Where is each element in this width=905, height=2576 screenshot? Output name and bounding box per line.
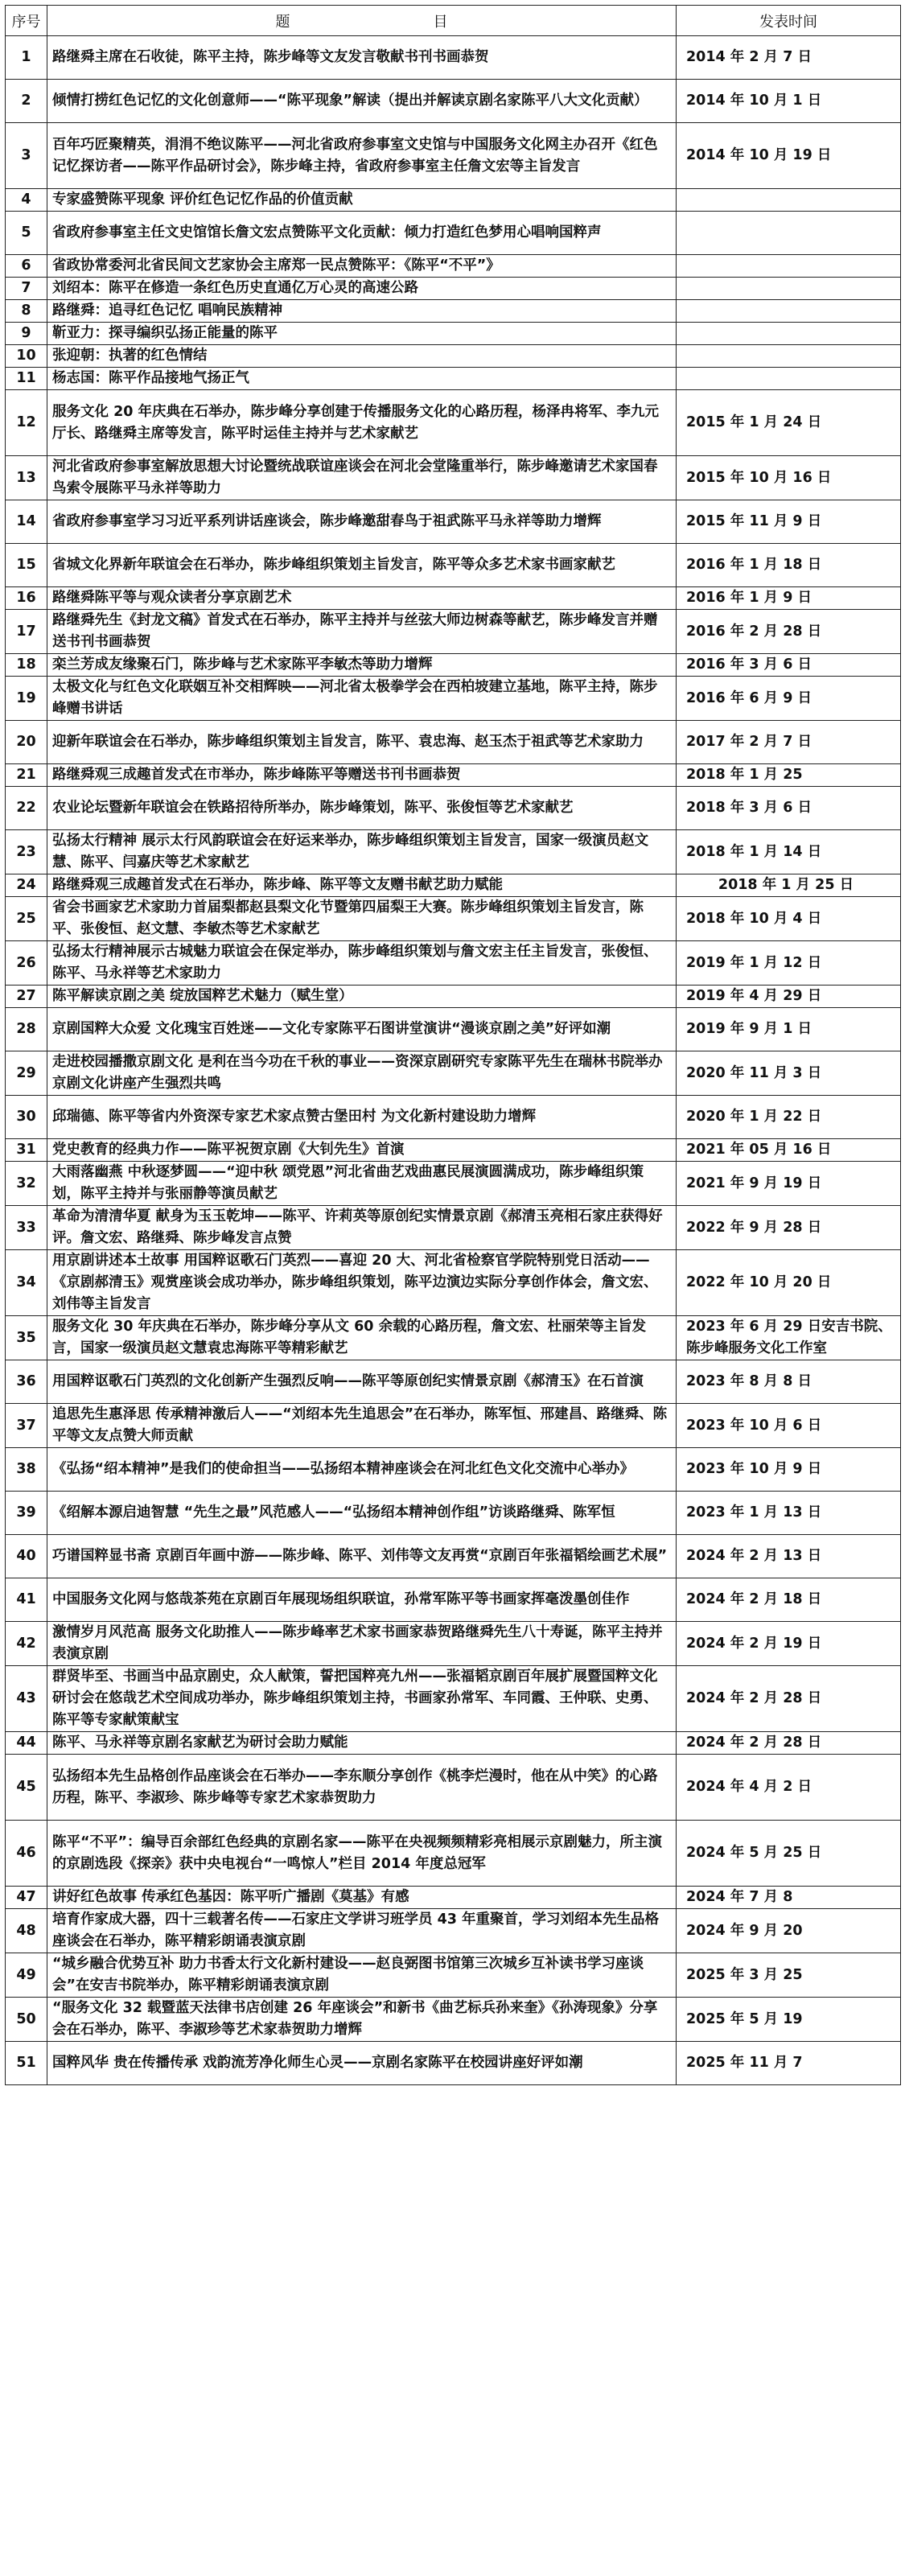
row-title: 路继舜先生《封龙文稿》首发式在石举办，陈平主持并与丝弦大师边树森等献艺，陈步峰发言并赠送书刊书画恭贺 bbox=[47, 610, 677, 654]
row-date: 2024 年 2 月 13 日 bbox=[677, 1535, 901, 1578]
row-date bbox=[677, 278, 901, 300]
table-row bbox=[6, 1578, 901, 1622]
row-title: 路继舜：追寻红色记忆 唱响民族精神 bbox=[47, 300, 677, 323]
row-number: 25 bbox=[6, 897, 47, 941]
row-date bbox=[677, 255, 901, 278]
row-title: 走进校园播撒京剧文化 是利在当今功在千秋的事业——资深京剧研究专家陈平先生在瑞林书院举办京剧文化讲座产生强烈共鸣 bbox=[47, 1051, 677, 1096]
row-date bbox=[677, 300, 901, 323]
table-row bbox=[6, 544, 901, 587]
row-number: 35 bbox=[6, 1316, 47, 1360]
row-title: 弘扬太行精神展示古城魅力联谊会在保定举办，陈步峰组织策划与詹文宏主任主旨发言，张俊恒、陈平、马永祥等艺术家助力 bbox=[47, 941, 677, 986]
row-number: 20 bbox=[6, 721, 47, 764]
table-row bbox=[6, 189, 901, 212]
row-date: 2023 年 6 月 29 日安吉书院、陈步峰服务文化工作室 bbox=[677, 1316, 901, 1360]
row-number: 48 bbox=[6, 1909, 47, 1953]
row-title: 巧谱国粹显书斋 京剧百年画中游——陈步峰、陈平、刘伟等文友再赏“京剧百年张福韬绘画艺术展” bbox=[47, 1535, 677, 1578]
row-title: 专家盛赞陈平现象 评价红色记忆作品的价值贡献 bbox=[47, 189, 677, 212]
row-title: 邱瑞德、陈平等省内外资深专家艺术家点赞古堡田村 为文化新村建设助力增辉 bbox=[47, 1096, 677, 1139]
row-number: 29 bbox=[6, 1051, 47, 1096]
row-date: 2014 年 10 月 19 日 bbox=[677, 123, 901, 189]
row-number: 24 bbox=[6, 874, 47, 897]
row-title: 太极文化与红色文化联姻互补交相辉映——河北省太极拳学会在西柏坡建立基地，陈平主持，陈步峰赠书讲话 bbox=[47, 677, 677, 721]
row-number: 49 bbox=[6, 1953, 47, 1998]
table-body bbox=[6, 36, 901, 2085]
table-header-row bbox=[6, 6, 901, 36]
row-date: 2017 年 2 月 7 日 bbox=[677, 721, 901, 764]
row-number: 42 bbox=[6, 1622, 47, 1666]
row-title: 靳亚力：探寻编织弘扬正能量的陈平 bbox=[47, 323, 677, 345]
row-number: 30 bbox=[6, 1096, 47, 1139]
row-title: 路继舜陈平等与观众读者分享京剧艺术 bbox=[47, 587, 677, 610]
row-title: 农业论坛暨新年联谊会在铁路招待所举办，陈步峰策划，陈平、张俊恒等艺术家献艺 bbox=[47, 787, 677, 830]
row-date: 2019 年 1 月 12 日 bbox=[677, 941, 901, 986]
table-row bbox=[6, 345, 901, 368]
table-row bbox=[6, 764, 901, 787]
row-date: 2020 年 11 月 3 日 bbox=[677, 1051, 901, 1096]
row-number: 7 bbox=[6, 278, 47, 300]
row-date bbox=[677, 368, 901, 390]
row-title: 讲好红色故事 传承红色基因：陈平听广播剧《莫基》有感 bbox=[47, 1887, 677, 1909]
row-number: 23 bbox=[6, 830, 47, 874]
row-date: 2022 年 9 月 28 日 bbox=[677, 1206, 901, 1250]
row-number: 41 bbox=[6, 1578, 47, 1622]
row-number: 32 bbox=[6, 1162, 47, 1206]
row-title: “服务文化 32 载暨蓝天法律书店创建 26 年座谈会”和新书《曲艺标兵孙来奎》《孙涛现象》分享会在石举办，陈平、李淑珍等艺术家恭贺助力增辉 bbox=[47, 1998, 677, 2042]
table-row bbox=[6, 123, 901, 189]
table-row bbox=[6, 1051, 901, 1096]
row-date: 2016 年 3 月 6 日 bbox=[677, 654, 901, 677]
row-title: 京剧国粹大众爱 文化瑰宝百姓迷——文化专家陈平石图讲堂演讲“漫谈京剧之美”好评如潮 bbox=[47, 1008, 677, 1051]
row-date: 2024 年 7 月 8 bbox=[677, 1887, 901, 1909]
row-number: 18 bbox=[6, 654, 47, 677]
row-title: 省政府参事室学习习近平系列讲话座谈会，陈步峰邀甜春鸟于祖武陈平马永祥等助力增辉 bbox=[47, 500, 677, 544]
table-row bbox=[6, 1887, 901, 1909]
row-number: 39 bbox=[6, 1492, 47, 1535]
row-title: 张迎朝：执著的红色情结 bbox=[47, 345, 677, 368]
row-title: 党史教育的经典力作——陈平祝贺京剧《大钊先生》首演 bbox=[47, 1139, 677, 1162]
row-title: 服务文化 20 年庆典在石举办，陈步峰分享创建于传播服务文化的心路历程，杨泽冉将军、李九元厅长、路继舜主席等发言，陈平时运佳主持并与艺术家献艺 bbox=[47, 390, 677, 456]
row-title: 群贤毕至、书画当中品京剧史，众人献策，誓把国粹亮九州——张福韬京剧百年展扩展暨国粹文化研讨会在悠哉艺术空间成功举办，陈步峰组织策划主持，书画家孙常军、车同霞、王仲联、史勇、陈平等专家献策献宝 bbox=[47, 1666, 677, 1732]
table-row bbox=[6, 587, 901, 610]
row-date bbox=[677, 323, 901, 345]
row-date: 2024 年 2 月 19 日 bbox=[677, 1622, 901, 1666]
table-row bbox=[6, 390, 901, 456]
row-date bbox=[677, 212, 901, 255]
table-row bbox=[6, 1732, 901, 1755]
row-title: 服务文化 30 年庆典在石举办，陈步峰分享从文 60 余载的心路历程，詹文宏、杜丽荣等主旨发言，国家一级演员赵文慧袁忠海陈平等精彩献艺 bbox=[47, 1316, 677, 1360]
row-date: 2016 年 6 月 9 日 bbox=[677, 677, 901, 721]
table-row bbox=[6, 1008, 901, 1051]
row-title: 省政协常委河北省民间文艺家协会主席郑一民点赞陈平：《陈平“不平”》 bbox=[47, 255, 677, 278]
row-number: 26 bbox=[6, 941, 47, 986]
row-number: 11 bbox=[6, 368, 47, 390]
table-row bbox=[6, 1162, 901, 1206]
table-row bbox=[6, 1535, 901, 1578]
row-date: 2018 年 3 月 6 日 bbox=[677, 787, 901, 830]
row-date: 2019 年 9 月 1 日 bbox=[677, 1008, 901, 1051]
row-title: 弘扬绍本先生品格创作品座谈会在石举办——李东顺分享创作《桃李烂漫时，他在从中笑》的心路历程，陈平、李淑珍、陈步峰等专家艺术家恭贺助力 bbox=[47, 1755, 677, 1821]
table-row bbox=[6, 500, 901, 544]
row-number: 1 bbox=[6, 36, 47, 80]
row-title: 中国服务文化网与悠哉茶苑在京剧百年展现场组织联谊，孙常军陈平等书画家挥毫泼墨创佳作 bbox=[47, 1578, 677, 1622]
row-date bbox=[677, 345, 901, 368]
row-date: 2023 年 1 月 13 日 bbox=[677, 1492, 901, 1535]
row-number: 27 bbox=[6, 986, 47, 1008]
row-date: 2016 年 1 月 18 日 bbox=[677, 544, 901, 587]
row-number: 47 bbox=[6, 1887, 47, 1909]
row-date: 2019 年 4 月 29 日 bbox=[677, 986, 901, 1008]
row-title: 迎新年联谊会在石举办，陈步峰组织策划主旨发言，陈平、袁忠海、赵玉杰于祖武等艺术家助力 bbox=[47, 721, 677, 764]
row-date: 2015 年 10 月 16 日 bbox=[677, 456, 901, 500]
row-date: 2024 年 2 月 28 日 bbox=[677, 1666, 901, 1732]
table-row bbox=[6, 1909, 901, 1953]
row-title: 陈平解读京剧之美 绽放国粹艺术魅力（赋生堂） bbox=[47, 986, 677, 1008]
row-number: 17 bbox=[6, 610, 47, 654]
row-date: 2024 年 4 月 2 日 bbox=[677, 1755, 901, 1821]
table-row bbox=[6, 721, 901, 764]
row-title: 省会书画家艺术家助力首届梨都赵县梨文化节暨第四届梨王大赛。陈步峰组织策划主旨发言，陈平、张俊恒、赵文慧、李敏杰等艺术家献艺 bbox=[47, 897, 677, 941]
table-row bbox=[6, 1316, 901, 1360]
row-title: 《绍解本源启迪智慧 “先生之最”风范感人——“弘扬绍本精神创作组”访谈路继舜、陈军恒 bbox=[47, 1492, 677, 1535]
table-row bbox=[6, 1139, 901, 1162]
row-title: 路继舜主席在石收徒，陈平主持，陈步峰等文友发言敬献书刊书画恭贺 bbox=[47, 36, 677, 80]
row-date: 2024 年 2 月 18 日 bbox=[677, 1578, 901, 1622]
row-number: 51 bbox=[6, 2042, 47, 2085]
table-row bbox=[6, 1360, 901, 1404]
row-number: 46 bbox=[6, 1821, 47, 1887]
table-row bbox=[6, 787, 901, 830]
row-date: 2018 年 1 月 25 bbox=[677, 764, 901, 787]
row-title: 用京剧讲述本土故事 用国粹讴歌石门英烈——喜迎 20 大、河北省检察官学院特别党日活动——《京剧郝清玉》观赏座谈会成功举办，陈步峰组织策划，陈平边演边实际分享创作体会，詹文宏、刘伟等主旨发言 bbox=[47, 1250, 677, 1316]
row-title: 培育作家成大器，四十三载著名传——石家庄文学讲习班学员 43 年重聚首，学习刘绍本先生品格座谈会在石举办，陈平精彩朗诵表演京剧 bbox=[47, 1909, 677, 1953]
table-row bbox=[6, 1821, 901, 1887]
row-date: 2018 年 10 月 4 日 bbox=[677, 897, 901, 941]
row-number: 43 bbox=[6, 1666, 47, 1732]
row-title: 国粹风华 贵在传播传承 戏韵流芳净化师生心灵——京剧名家陈平在校园讲座好评如潮 bbox=[47, 2042, 677, 2085]
table-row bbox=[6, 368, 901, 390]
row-number: 5 bbox=[6, 212, 47, 255]
table-row bbox=[6, 278, 901, 300]
table-row bbox=[6, 941, 901, 986]
table-row bbox=[6, 212, 901, 255]
row-date: 2015 年 1 月 24 日 bbox=[677, 390, 901, 456]
row-number: 45 bbox=[6, 1755, 47, 1821]
row-date: 2018 年 1 月 14 日 bbox=[677, 830, 901, 874]
table-row bbox=[6, 255, 901, 278]
table-row bbox=[6, 80, 901, 123]
row-date: 2016 年 1 月 9 日 bbox=[677, 587, 901, 610]
table-row bbox=[6, 610, 901, 654]
row-date: 2016 年 2 月 28 日 bbox=[677, 610, 901, 654]
row-title: 省城文化界新年联谊会在石举办，陈步峰组织策划主旨发言，陈平等众多艺术家书画家献艺 bbox=[47, 544, 677, 587]
row-number: 2 bbox=[6, 80, 47, 123]
row-date: 2023 年 10 月 9 日 bbox=[677, 1448, 901, 1492]
table-row bbox=[6, 897, 901, 941]
row-title: 河北省政府参事室解放思想大讨论暨统战联谊座谈会在河北会堂隆重举行，陈步峰邀请艺术家国春鸟索令展陈平马永祥等助力 bbox=[47, 456, 677, 500]
row-number: 40 bbox=[6, 1535, 47, 1578]
row-title: 路继舜观三成趣首发式在市举办，陈步峰陈平等赠送书刊书画恭贺 bbox=[47, 764, 677, 787]
row-date: 2018 年 1 月 25 日 bbox=[677, 874, 901, 897]
header-date: 发表时间 bbox=[677, 6, 901, 36]
row-number: 28 bbox=[6, 1008, 47, 1051]
row-number: 34 bbox=[6, 1250, 47, 1316]
table-row bbox=[6, 1096, 901, 1139]
row-title: 倾情打捞红色记忆的文化创意师——“陈平现象”解读（提出并解读京剧名家陈平八大文化贡献） bbox=[47, 80, 677, 123]
row-number: 16 bbox=[6, 587, 47, 610]
row-number: 36 bbox=[6, 1360, 47, 1404]
row-number: 6 bbox=[6, 255, 47, 278]
row-title: 用国粹讴歌石门英烈的文化创新产生强烈反响——陈平等原创纪实情景京剧《郝清玉》在石首演 bbox=[47, 1360, 677, 1404]
table-row bbox=[6, 654, 901, 677]
table-row bbox=[6, 1666, 901, 1732]
row-title: 陈平、马永祥等京剧名家献艺为研讨会助力赋能 bbox=[47, 1732, 677, 1755]
row-title: 省政府参事室主任文史馆馆长詹文宏点赞陈平文化贡献：倾力打造红色梦用心唱响国粹声 bbox=[47, 212, 677, 255]
row-number: 38 bbox=[6, 1448, 47, 1492]
table-row bbox=[6, 1250, 901, 1316]
row-date: 2020 年 1 月 22 日 bbox=[677, 1096, 901, 1139]
row-date: 2015 年 11 月 9 日 bbox=[677, 500, 901, 544]
row-number: 44 bbox=[6, 1732, 47, 1755]
row-number: 22 bbox=[6, 787, 47, 830]
row-date: 2022 年 10 月 20 日 bbox=[677, 1250, 901, 1316]
row-title: 陈平“不平”：编导百余部红色经典的京剧名家——陈平在央视频频精彩亮相展示京剧魅力，所主演的京剧选段《探亲》获中央电视台“一鸣惊人”栏目 2014 年度总冠军 bbox=[47, 1821, 677, 1887]
row-date: 2025 年 5 月 19 bbox=[677, 1998, 901, 2042]
row-title: 激情岁月风范高 服务文化助推人——陈步峰率艺术家书画家恭贺路继舜先生八十寿诞，陈平主持并表演京剧 bbox=[47, 1622, 677, 1666]
row-number: 19 bbox=[6, 677, 47, 721]
table-row bbox=[6, 986, 901, 1008]
table-row bbox=[6, 323, 901, 345]
row-number: 10 bbox=[6, 345, 47, 368]
row-title: 栾兰芳成友缘聚石门，陈步峰与艺术家陈平李敏杰等助力增辉 bbox=[47, 654, 677, 677]
publication-table bbox=[5, 5, 901, 2085]
row-number: 31 bbox=[6, 1139, 47, 1162]
row-date: 2021 年 9 月 19 日 bbox=[677, 1162, 901, 1206]
row-date: 2024 年 5 月 25 日 bbox=[677, 1821, 901, 1887]
table-row bbox=[6, 1755, 901, 1821]
row-number: 8 bbox=[6, 300, 47, 323]
row-date: 2023 年 8 月 8 日 bbox=[677, 1360, 901, 1404]
row-number: 33 bbox=[6, 1206, 47, 1250]
row-date: 2021 年 05 月 16 日 bbox=[677, 1139, 901, 1162]
row-number: 13 bbox=[6, 456, 47, 500]
row-title: 杨志国：陈平作品接地气扬正气 bbox=[47, 368, 677, 390]
row-title: 大雨落幽燕 中秋逐梦圆——“迎中秋 颂党恩”河北省曲艺戏曲惠民展演圆满成功，陈步峰组织策划，陈平主持并与张丽静等演员献艺 bbox=[47, 1162, 677, 1206]
table-row bbox=[6, 1448, 901, 1492]
row-date: 2024 年 2 月 28 日 bbox=[677, 1732, 901, 1755]
table-row bbox=[6, 36, 901, 80]
row-number: 15 bbox=[6, 544, 47, 587]
table-row bbox=[6, 2042, 901, 2085]
row-title: 刘绍本：陈平在修造一条红色历史直通亿万心灵的高速公路 bbox=[47, 278, 677, 300]
row-title: 《弘扬“绍本精神”是我们的使命担当——弘扬绍本精神座谈会在河北红色文化交流中心举办》 bbox=[47, 1448, 677, 1492]
table-row bbox=[6, 1953, 901, 1998]
row-number: 21 bbox=[6, 764, 47, 787]
table-row bbox=[6, 677, 901, 721]
row-title: 路继舜观三成趣首发式在石举办，陈步峰、陈平等文友赠书献艺助力赋能 bbox=[47, 874, 677, 897]
row-number: 50 bbox=[6, 1998, 47, 2042]
row-date: 2025 年 3 月 25 bbox=[677, 1953, 901, 1998]
table-row bbox=[6, 1622, 901, 1666]
row-date: 2025 年 11 月 7 bbox=[677, 2042, 901, 2085]
table-row bbox=[6, 1998, 901, 2042]
row-number: 3 bbox=[6, 123, 47, 189]
row-title: 弘扬太行精神 展示太行风韵联谊会在好运来举办，陈步峰组织策划主旨发言，国家一级演员赵文慧、陈平、闫嘉庆等艺术家献艺 bbox=[47, 830, 677, 874]
header-title: 题 目 bbox=[47, 6, 677, 36]
row-title: 追思先生惠泽思 传承精神激后人——“刘绍本先生追思会”在石举办，陈军恒、邢建昌、路继舜、陈平等文友点赞大师贡献 bbox=[47, 1404, 677, 1448]
table-row bbox=[6, 830, 901, 874]
row-date: 2014 年 10 月 1 日 bbox=[677, 80, 901, 123]
row-title: “城乡融合优势互补 助力书香太行文化新村建设——赵良弼图书馆第三次城乡互补读书学习座谈会”在安吉书院举办，陈平精彩朗诵表演京剧 bbox=[47, 1953, 677, 1998]
table-row bbox=[6, 874, 901, 897]
table-row bbox=[6, 1492, 901, 1535]
row-number: 4 bbox=[6, 189, 47, 212]
row-number: 12 bbox=[6, 390, 47, 456]
row-title: 革命为清清华夏 献身为玉玉乾坤——陈平、许莉英等原创纪实情景京剧《郝清玉亮相石家庄获得好评。詹文宏、路继舜、陈步峰发言点赞 bbox=[47, 1206, 677, 1250]
row-date: 2023 年 10 月 6 日 bbox=[677, 1404, 901, 1448]
row-number: 14 bbox=[6, 500, 47, 544]
table-row bbox=[6, 456, 901, 500]
row-number: 9 bbox=[6, 323, 47, 345]
row-date: 2024 年 9 月 20 bbox=[677, 1909, 901, 1953]
table-row bbox=[6, 300, 901, 323]
table-row bbox=[6, 1404, 901, 1448]
table-row bbox=[6, 1206, 901, 1250]
row-title: 百年巧匠聚精英，涓涓不绝议陈平——河北省政府参事室文史馆与中国服务文化网主办召开《红色记忆探访者——陈平作品研讨会》，陈步峰主持，省政府参事室主任詹文宏等主旨发言 bbox=[47, 123, 677, 189]
row-date: 2014 年 2 月 7 日 bbox=[677, 36, 901, 80]
row-number: 37 bbox=[6, 1404, 47, 1448]
row-date bbox=[677, 189, 901, 212]
document-table-wrapper bbox=[5, 5, 900, 2085]
header-num: 序号 bbox=[6, 6, 47, 36]
